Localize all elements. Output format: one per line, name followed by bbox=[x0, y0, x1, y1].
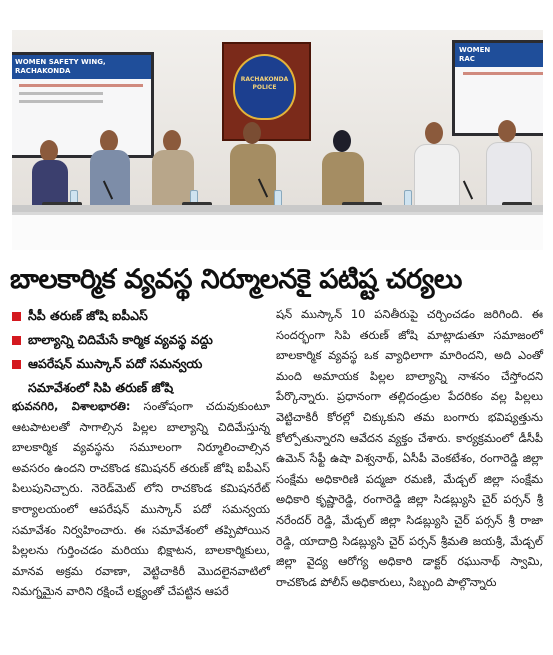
projector-screen-left bbox=[12, 52, 154, 158]
police-emblem-board bbox=[222, 42, 311, 141]
highlights-list bbox=[12, 304, 262, 400]
article-body-right bbox=[276, 304, 543, 592]
dateline: భువనగిరి, విశాలభారతి: bbox=[12, 399, 131, 413]
projector-screen-right bbox=[452, 40, 543, 136]
screen-decor-line bbox=[19, 92, 103, 95]
police-emblem bbox=[233, 54, 296, 120]
article-text-right: షన్ ముస్కాన్ 10 పనితీరుపై చర్చించడం జరిగింది. ఈ సందర్భంగా సిపి తరుణ్ జోషి మాట్లాడుతూ సమాజంలో బాలకార్మిక వ్యవస్థ ఒక వ్యాధిలాగా మారిందని, అది ఎంతో మంది అమాయక పిల్లల బాల్యాన్ని నాశనం చేస్తోందని పేర్కొన్నారు. ప్రధానంగా తల్లిదండ్రుల పేదరికం వల్ల పిల్లలు వెట్టిచాకిరీ కోరల్లో చిక్కుకుని తమ బంగారు భవిష్యత్తును కోల్పోతున్నారని ఆవేదన వ్యక్తం చేశారు. కార్యక్రమంలో డీసీపీ ఉమెన్ సేఫ్టీ ఉషా విశ్వనాథ్, ఏసీపీ వెంకటేశం, రంగారెడ్డి జిల్లా సంక్షేమ అధికారిణి పద్మజా రమణి, మేడ్చల్ జిల్లా సంక్షేమ అధికారి కృష్ణారెడ్డి, రంగారెడ్డి జిల్లా సిడబ్ల్యుసి చైర్ పర్సన్ శ్రీ నరేందర్ రెడ్డి, మేడ్చల్ జిల్లా సిడబ్ల్యుసి చైర్ పర్సన్ శ్రీ రాజా రెడ్డి, యాదాద్రి సిడబ్ల్యుసి చైర్ పర్సన్ శ్రీమతి జయశ్రీ, మేడ్చల్ జిల్లా వైద్య ఆరోగ్య అధికారి డాక్టర్ రఘునాథ్ స్వామి, రాచకొండ పోలీస్ అధికారులు, సిబ్బంది పాల్గొన్నారు bbox=[276, 307, 543, 589]
bullet-square-icon bbox=[12, 312, 21, 321]
highlight-item bbox=[12, 328, 262, 352]
highlight-continuation: సమావేశంలో సిపి తరుణ్ జోషి bbox=[28, 380, 174, 395]
screen-decor-line bbox=[19, 100, 103, 103]
article-body-left bbox=[12, 396, 270, 602]
highlight-text: సీపీ తరుణ్ జోషి ఐపీఎస్ bbox=[28, 308, 148, 323]
bullet-square-icon bbox=[12, 360, 21, 369]
screen-left-header bbox=[12, 55, 151, 79]
article-headline: బాలకార్మిక వ్యవస్థ నిర్మూలనకై పటిష్ట చర్యలు bbox=[10, 264, 462, 295]
screen-left-line2: RACHAKONDA bbox=[15, 67, 71, 75]
highlight-item bbox=[12, 352, 262, 376]
screen-decor-line bbox=[19, 84, 143, 87]
bullet-square-icon bbox=[12, 336, 21, 345]
screen-left-line1: WOMEN SAFETY WING, bbox=[15, 58, 106, 66]
emblem-text-1: RACHAKONDA bbox=[240, 76, 289, 83]
highlight-item bbox=[12, 304, 262, 328]
emblem-text-2: POLICE bbox=[252, 84, 277, 91]
conference-table bbox=[12, 212, 543, 250]
article-text-left: సంతోషంగా చదువుకుంటూ ఆటపాటలతో సాగాల్సిన పిల్లల బాల్యాన్ని చిదిమేస్తున్న బాలకార్మిక వ్యవస్థను సమూలంగా నిర్మూలించాల్సిన అవసరం ఉందని రాచకొండ కమిషనర్ తరుణ్ జోషి ఐపీఎస్ పిలుపునిచ్చారు. నెరెడ్‌మెట్ లోని రాచకొండ కమిషనరేట్ కార్యాలయంలో ఆపరేషన్ ముస్కాన్ పదో సమన్వయ సమావేశం నిర్వహించారు. ఈ సమావేశంలో తప్పిపోయిన పిల్లలను గుర్తించడం మరియు భిక్షాటన, బాలకార్మికులు, మానవ అక్రమ రవాణా, వెట్టిచాకిరీ మొదలైనవాటిలో నిమగ్నమైన వారిని రక్షించే లక్ష్యంతో చేపట్టిన ఆపరే bbox=[12, 399, 271, 599]
meeting-photo bbox=[12, 30, 543, 250]
highlight-text: బాల్యాన్ని చిదిమేసే కార్మిక వ్యవస్థ వద్దు bbox=[28, 332, 213, 347]
screen-decor-line bbox=[463, 72, 543, 75]
screen-right-header bbox=[455, 43, 543, 67]
screen-right-line1: WOMEN bbox=[459, 46, 491, 54]
highlight-text: ఆపరేషన్ ముస్కాన్ పదో సమన్వయ bbox=[28, 356, 203, 371]
screen-right-line2: RAC bbox=[459, 55, 475, 63]
